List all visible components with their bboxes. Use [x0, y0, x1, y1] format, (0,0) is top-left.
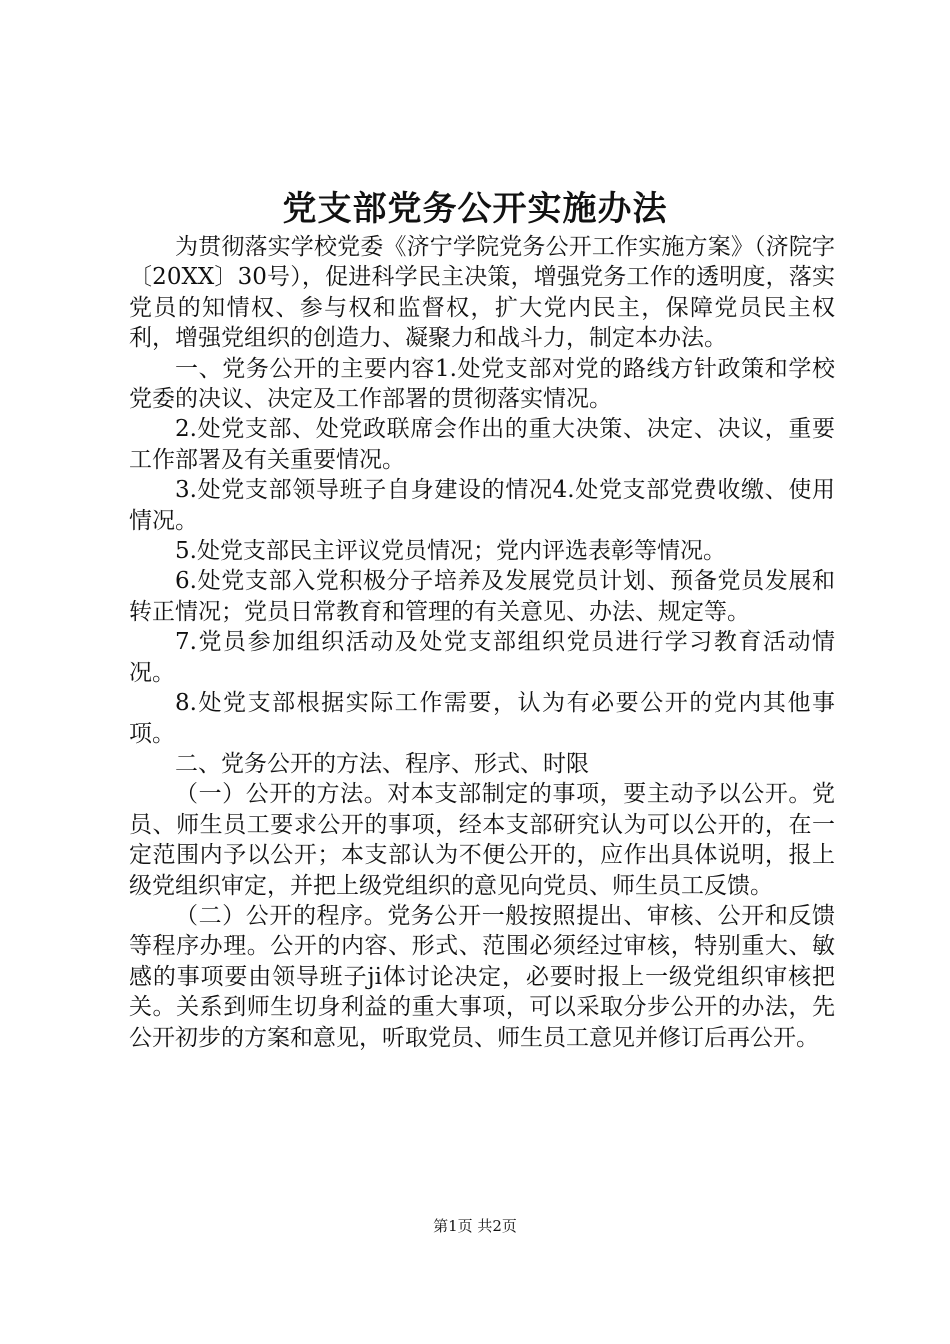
- paragraph-intro: 为贯彻落实学校党委《济宁学院党务公开工作实施方案》（济院字〔20XX〕30号），促进科学民主决策，增强党务工作的透明度，落实党员的知情权、参与权和监督权，扩大党内民主，保障党员民主权利，增强党组织的创造力、凝聚力和战斗力，制定本办法。: [129, 234, 835, 352]
- paragraph-procedure: （二）公开的程序。党务公开一般按照提出、审核、公开和反馈等程序办理。公开的内容、形式、范围必须经过审核，特别重大、敏感的事项要由领导班子ji体讨论决定，必要时报上一级党组织审核把关。关系到师生切身利益的重大事项，可以采取分步公开的办法，先公开初步的方案和意见，听取党员、师生员工意见并修订后再公开。: [129, 902, 835, 1051]
- paragraph-item-2: 2.处党支部、处党政联席会作出的重大决策、决定、决议，重要工作部署及有关重要情况。: [129, 416, 835, 473]
- paragraph-item-7: 7.党员参加组织活动及处党支部组织党员进行学习教育活动情况。: [129, 629, 835, 686]
- paragraph-method: （一）公开的方法。对本支部制定的事项，要主动予以公开。党员、师生员工要求公开的事项，经本支部研究认为可以公开的，在一定范围内予以公开；本支部认为不便公开的，应作出具体说明，报上级党组织审定，并把上级党组织的意见向党员、师生员工反馈。: [129, 781, 835, 899]
- document-body: [129, 232, 835, 1053]
- paragraph-section-2: 二、党务公开的方法、程序、形式、时限: [175, 750, 589, 777]
- paragraph-section-1: 一、党务公开的主要内容1.处党支部对党的路线方针政策和学校党委的决议、决定及工作部署的贯彻落实情况。: [129, 355, 835, 413]
- page-footer: 第1页 共2页: [433, 1217, 517, 1235]
- paragraph-item-8: 8.处党支部根据实际工作需要，认为有必要公开的党内其他事项。: [129, 690, 835, 747]
- paragraph-item-3-4: 3.处党支部领导班子自身建设的情况4.处党支部党费收缴、使用情况。: [129, 477, 835, 534]
- paragraph-item-6: 6.处党支部入党积极分子培养及发展党员计划、预备党员发展和转正情况；党员日常教育和管理的有关意见、办法、规定等。: [129, 568, 835, 625]
- paragraph-item-5: 5.处党支部民主评议党员情况；党内评选表彰等情况。: [175, 538, 726, 565]
- document-title: 党支部党务公开实施办法: [282, 189, 668, 229]
